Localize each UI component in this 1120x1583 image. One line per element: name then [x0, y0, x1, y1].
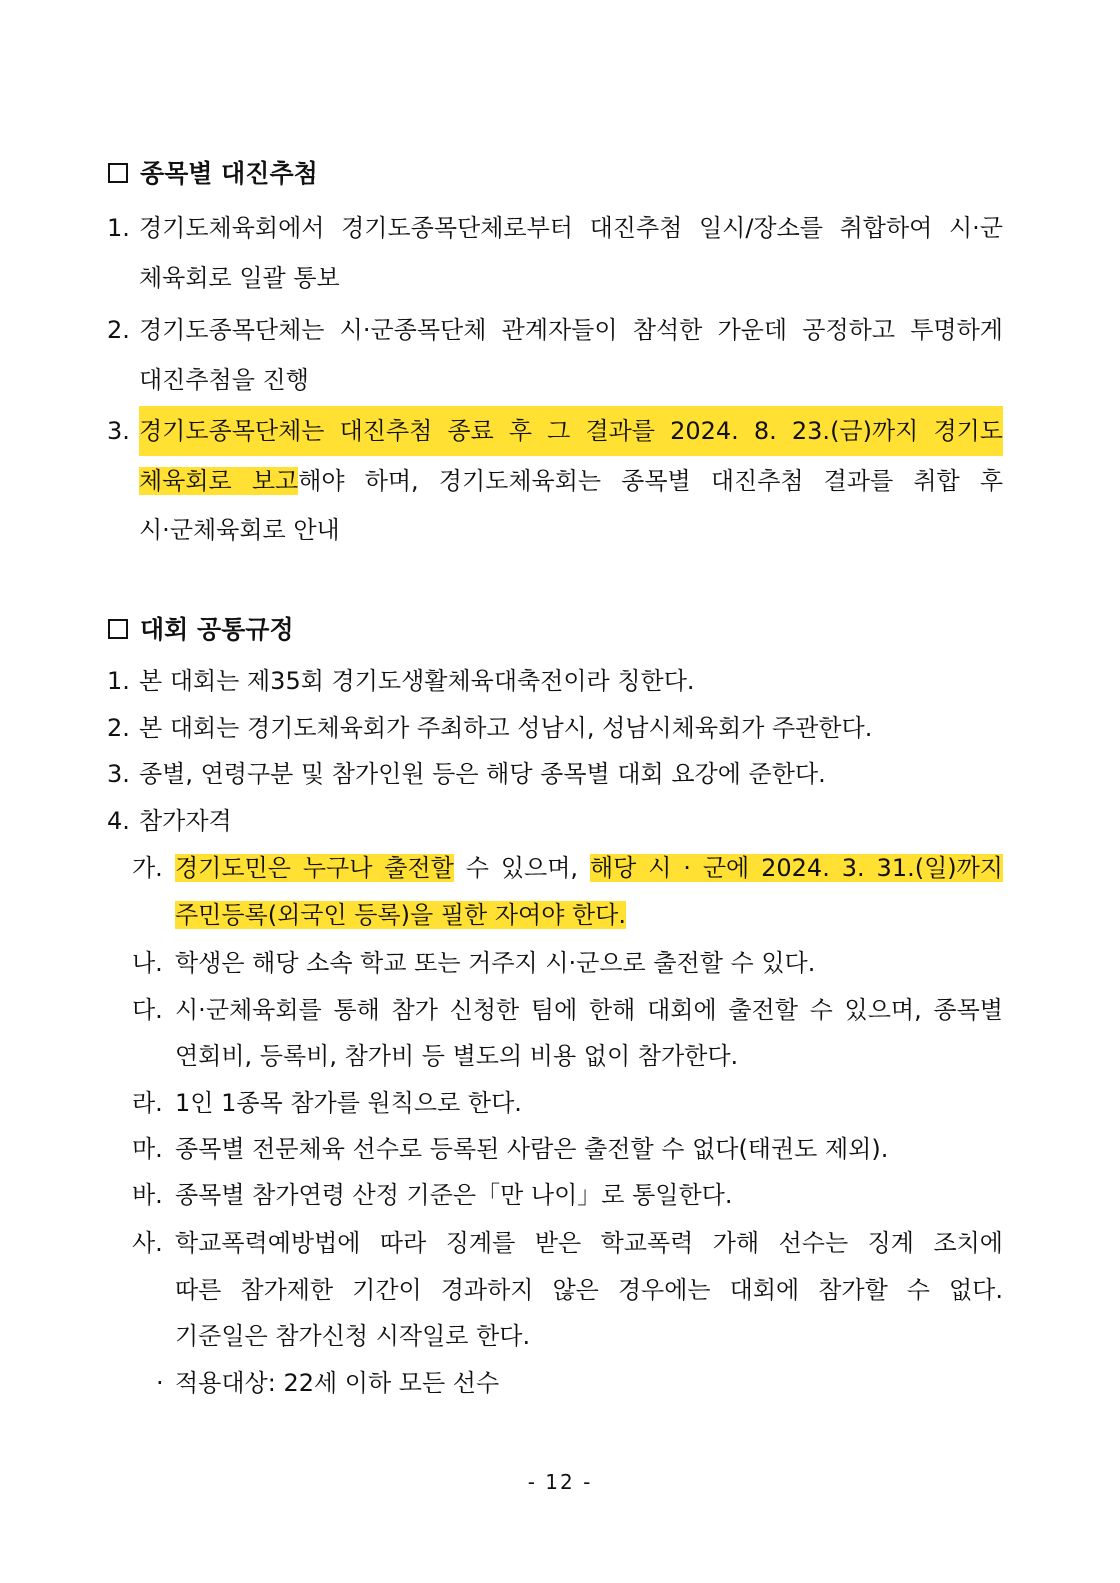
sub-ba-text: 종목별 참가연령 산정 기준은「만 나이」로 통일한다.	[175, 1181, 733, 1209]
section-title: 대회 공통규정	[140, 615, 294, 644]
item-number: 2.	[107, 316, 130, 344]
sub-item-label: 다.	[132, 996, 163, 1024]
bullet-dot: ·	[156, 1369, 164, 1397]
sub-item-label: 마.	[132, 1135, 163, 1163]
sub-ra-text: 1인 1종목 참가를 원칙으로 한다.	[175, 1089, 522, 1117]
highlighted-text: 주민등록(외국인 등록)을 필한 자여야 한다.	[175, 901, 626, 929]
sub-item-label: 나.	[132, 949, 163, 977]
rule-2-text: 본 대회는 경기도체육회가 주최하고 성남시, 성남시체육회가 주관한다.	[139, 714, 873, 742]
highlighted-text: 경기도민은 누구나 출전할	[175, 854, 454, 882]
section-heading-draw	[108, 156, 318, 192]
draw-item-3-line2	[139, 456, 1003, 506]
checkbox-square-icon	[108, 619, 128, 639]
sub-ga-line1	[175, 843, 1003, 893]
highlighted-text: 체육회로 보고	[139, 467, 299, 495]
rule-number: 4.	[107, 807, 130, 835]
rule-1-text: 본 대회는 제35회 경기도생활체육대축전이라 칭한다.	[139, 667, 695, 695]
checkbox-square-icon	[108, 163, 128, 183]
sub-sa-line3: 기준일은 참가신청 시작일로 한다.	[175, 1322, 531, 1350]
sub-item-label: 가.	[132, 854, 163, 882]
item-number: 1.	[107, 214, 130, 242]
sub-ga-line2	[175, 890, 626, 940]
page-number: - 12 -	[527, 1470, 593, 1494]
item-text: 해야 하며, 경기도체육회는 종목별 대진추첨 결과를 취합 후	[298, 467, 1004, 495]
rule-number: 3.	[107, 760, 130, 788]
section-heading-rules	[108, 612, 294, 648]
sub-da-line2: 연회비, 등록비, 참가비 등 별도의 비용 없이 참가한다.	[175, 1042, 739, 1070]
sub-ma-text: 종목별 전문체육 선수로 등록된 사람은 출전할 수 없다(태권도 제외).	[175, 1135, 889, 1163]
sub-sa-line2: 따른 참가제한 기간이 경과하지 않은 경우에는 대회에 참가할 수 없다.	[175, 1276, 1003, 1304]
rule-4-text: 참가자격	[139, 807, 232, 835]
sub-text: 수 있으며,	[453, 854, 590, 882]
sub-na-text: 학생은 해당 소속 학교 또는 거주지 시·군으로 출전할 수 있다.	[175, 949, 816, 977]
draw-item-2-line2: 대진추첨을 진행	[139, 366, 309, 394]
sub-item-label: 사.	[132, 1229, 163, 1257]
highlighted-text: 해당 시 · 군에 2024. 3. 31.(일)까지	[589, 854, 1003, 882]
item-number: 3.	[107, 417, 130, 445]
draw-item-2-line1: 경기도종목단체는 시·군종목단체 관계자들이 참석한 가운데 공정하고 투명하게	[139, 316, 1003, 344]
draw-item-1-line2: 체육회로 일괄 통보	[139, 264, 340, 292]
rule-3-text: 종별, 연령구분 및 참가인원 등은 해당 종목별 대회 요강에 준한다.	[139, 760, 826, 788]
draw-item-1-line1: 경기도체육회에서 경기도종목단체로부터 대진추첨 일시/장소를 취합하여 시·군	[139, 214, 1003, 242]
note-text: 적용대상: 22세 이하 모든 선수	[175, 1369, 500, 1397]
sub-da-line1: 시·군체육회를 통해 참가 신청한 팀에 한해 대회에 출전할 수 있으며, 종목별	[175, 996, 1003, 1024]
sub-item-label: 라.	[132, 1089, 163, 1117]
draw-item-3-line1-highlight: 경기도종목단체는 대진추첨 종료 후 그 결과를 2024. 8. 23.(금)까지 경기도	[139, 406, 1003, 456]
sub-sa-line1: 학교폭력예방법에 따라 징계를 받은 학교폭력 가해 선수는 징계 조치에	[175, 1229, 1003, 1257]
sub-item-label: 바.	[132, 1181, 163, 1209]
draw-item-3-line3: 시·군체육회로 안내	[139, 516, 340, 544]
rule-number: 1.	[107, 667, 130, 695]
rule-number: 2.	[107, 714, 130, 742]
section-title: 종목별 대진추첨	[140, 159, 318, 188]
